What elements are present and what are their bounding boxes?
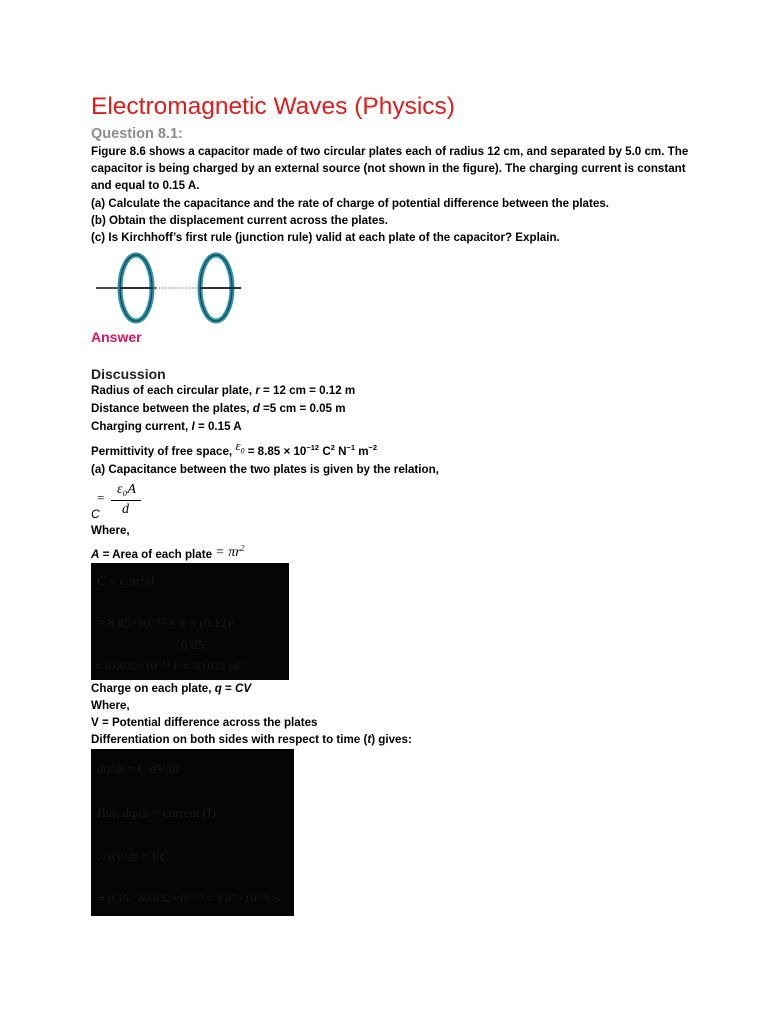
where-label-1: Where, <box>91 524 130 537</box>
part-text-a: Calculate the capacitance and the rate of charge of potential difference between the plates. <box>105 196 609 210</box>
page-title: Electromagnetic Waves (Physics) <box>91 93 455 120</box>
eq2-line-2: But, dq/dt = current (I) <box>97 805 216 820</box>
area-line: A = Area of each plate = $\pi r^2$ <box>91 543 245 561</box>
question-label: Question 8.1: <box>91 126 183 142</box>
equation-image-2 <box>91 749 294 916</box>
formula-bar <box>111 500 141 501</box>
capacitance-formula <box>91 482 161 522</box>
where-label-2: Where, <box>91 699 130 712</box>
discussion-heading: Discussion <box>91 366 166 382</box>
given-permittivity: Permittivity of free space, $\varepsilon_0 = 8.85 \times 10^{-12}$ $C^2$ $N^{-1}$ $m^{-2}$ <box>91 438 378 458</box>
question-intro: Figure 8.6 shows a capacitor made of two circular plates each of radius 12 cm, and separated by 5.0 cm. The capacitor is being charged by an external source (not shown in the figure). The charging current is constant and equal to 0.15 A. <box>91 145 689 193</box>
formula-num: ε₀A <box>117 482 136 497</box>
part-text-b: Obtain the displacement current across the plates. <box>105 213 389 227</box>
eq1-line-4: = 8.0032×10⁻¹¹ F = 80.032 pF <box>95 659 242 673</box>
equation-image-1 <box>91 563 289 680</box>
eq1-line-3: 0.05 <box>181 637 204 652</box>
question-text <box>91 143 691 246</box>
epsilon-symbol: $\varepsilon_0$ <box>235 438 245 456</box>
eq2-line-3: ∴ dV/dt = I/C <box>97 849 169 864</box>
answer-label: Answer <box>91 329 142 345</box>
part-tag-c: (c) <box>91 231 106 245</box>
part-text-c: Is Kirchhoff’s first rule (junction rule) valid at each plate of the capacitor? Explain. <box>105 231 560 245</box>
differentiation-line: Differentiation on both sides with respect to time (t) gives: <box>91 733 412 746</box>
eq2-line-1: dq/dt = C dV/dt <box>97 761 180 776</box>
capacitor-figure <box>91 250 251 330</box>
part-tag-b: (b) <box>91 213 106 227</box>
formula-den: d <box>122 502 129 517</box>
part-a-text: (a) Capacitance between the two plates is given by the relation, <box>91 463 439 476</box>
formula-lhs: C <box>91 507 100 521</box>
given-distance: Distance between the plates, d =5 cm = 0.05 m <box>91 402 346 415</box>
eq2-line-4: ⇒ 0.15 / 80.032×10⁻¹² = 1.87×10⁹ V/s <box>95 891 280 905</box>
formula-eq: = <box>97 490 105 505</box>
given-current: Charging current, I = 0.15 A <box>91 420 242 433</box>
eq1-line-1: C = ε₀πr²/d <box>97 573 155 588</box>
charge-line: Charge on each plate, q = CV <box>91 682 252 695</box>
given-radius: Radius of each circular plate, r = 12 cm = 0.12 m <box>91 384 356 397</box>
eq1-line-2: = 8.85×10⁻¹² × π × (0.12)² <box>97 615 235 630</box>
potential-line: V = Potential difference across the plates <box>91 716 318 729</box>
part-tag-a: (a) <box>91 196 106 210</box>
